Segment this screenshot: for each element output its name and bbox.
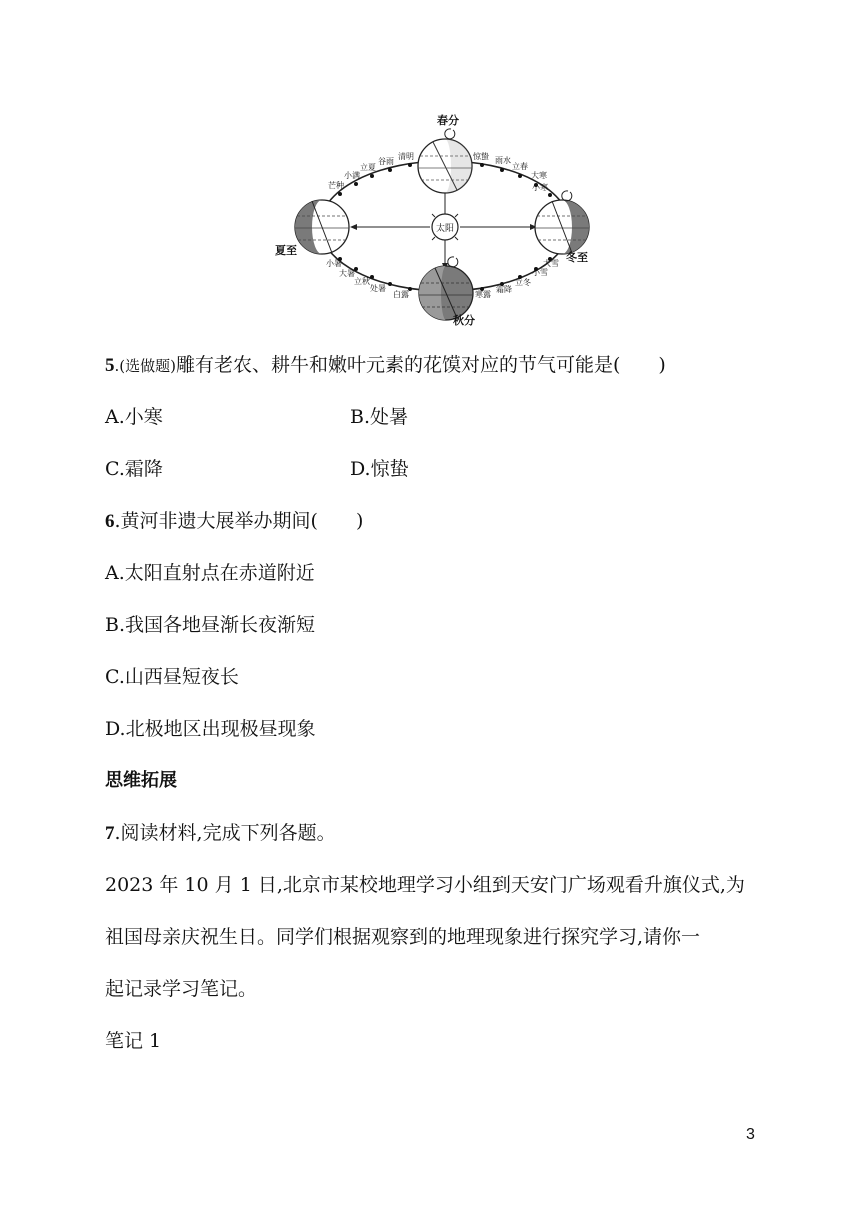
question-6-number: 6: [105, 511, 115, 532]
question-6-text: .黄河非遗大展举办期间( ): [114, 510, 364, 532]
earth-orbit-diagram: [270, 108, 610, 328]
term-xiaohan: 小寒: [532, 183, 548, 192]
question-5: [105, 352, 666, 379]
spring-label: 春分: [437, 114, 459, 127]
question-5-tag: .(选做题): [114, 357, 176, 375]
winter-label: 冬至: [566, 251, 588, 264]
term-chushu: 处暑: [370, 284, 386, 293]
q5-option-c: C.霜降: [105, 458, 163, 480]
q7-paragraph-line-1: 2023 年 10 月 1 日,北京市某校地理学习小组到天安门广场观看升旗仪式,为: [105, 874, 745, 896]
term-dashu: 大暑: [339, 269, 355, 278]
winter-earth: [535, 191, 589, 254]
term-lixia: 立夏: [360, 163, 376, 172]
q7-paragraph-line-2: 祖国母亲庆祝生日。同学们根据观察到的地理现象进行探究学习,请你一: [105, 926, 701, 948]
term-bailu: 白露: [393, 290, 409, 299]
term-xiaoshu: 小暑: [326, 259, 342, 268]
q6-option-c: C.山西昼短夜长: [105, 666, 239, 688]
term-qingming: 清明: [398, 152, 414, 161]
term-xiaoman: 小满: [344, 171, 360, 180]
summer-label: 夏至: [275, 244, 297, 257]
question-6: [105, 508, 363, 535]
term-yushui: 雨水: [495, 156, 511, 165]
section-title: 思维拓展: [105, 770, 177, 791]
question-7-text: .阅读材料,完成下列各题。: [114, 822, 336, 844]
term-lidong: 立冬: [515, 278, 531, 287]
term-shuangjiang: 霜降: [496, 285, 512, 294]
term-liqiu: 立秋: [354, 277, 370, 286]
q7-note-heading: 笔记 1: [105, 1030, 162, 1052]
q5-option-d: D.惊蛰: [350, 458, 409, 480]
term-guyu: 谷雨: [378, 157, 394, 166]
page-number: 3: [746, 1126, 755, 1143]
term-dahan: 大寒: [531, 171, 547, 180]
sun-icon: [426, 208, 464, 246]
summer-earth: [295, 200, 349, 254]
question-5-text: 雕有老农、耕牛和嫩叶元素的花馍对应的节气可能是( ): [175, 354, 666, 376]
q6-option-a: A.太阳直射点在赤道附近: [105, 562, 315, 584]
q5-option-b: B.处暑: [350, 406, 409, 428]
term-jingzhe: 惊蛰: [473, 152, 489, 161]
q6-option-b: B.我国各地昼渐长夜渐短: [105, 614, 316, 636]
autumn-label: 秋分: [453, 314, 475, 327]
term-hanlu: 寒露: [475, 290, 491, 299]
q6-option-d: D.北极地区出现极昼现象: [105, 718, 316, 740]
question-5-number: 5: [105, 355, 115, 376]
spring-earth: [418, 129, 472, 193]
q5-option-a: A.小寒: [105, 406, 163, 428]
q7-paragraph-line-3: 起记录学习笔记。: [105, 978, 258, 1000]
autumn-earth: [419, 257, 473, 320]
sun-label: 太阳: [435, 224, 455, 234]
term-xiaoxue: 小雪: [532, 268, 548, 277]
term-mangzhong: 芒种: [328, 181, 344, 190]
question-7: [105, 820, 336, 847]
term-lichun: 立春: [512, 162, 528, 171]
term-daxue: 大雪: [543, 259, 559, 268]
question-7-number: 7: [105, 823, 115, 844]
